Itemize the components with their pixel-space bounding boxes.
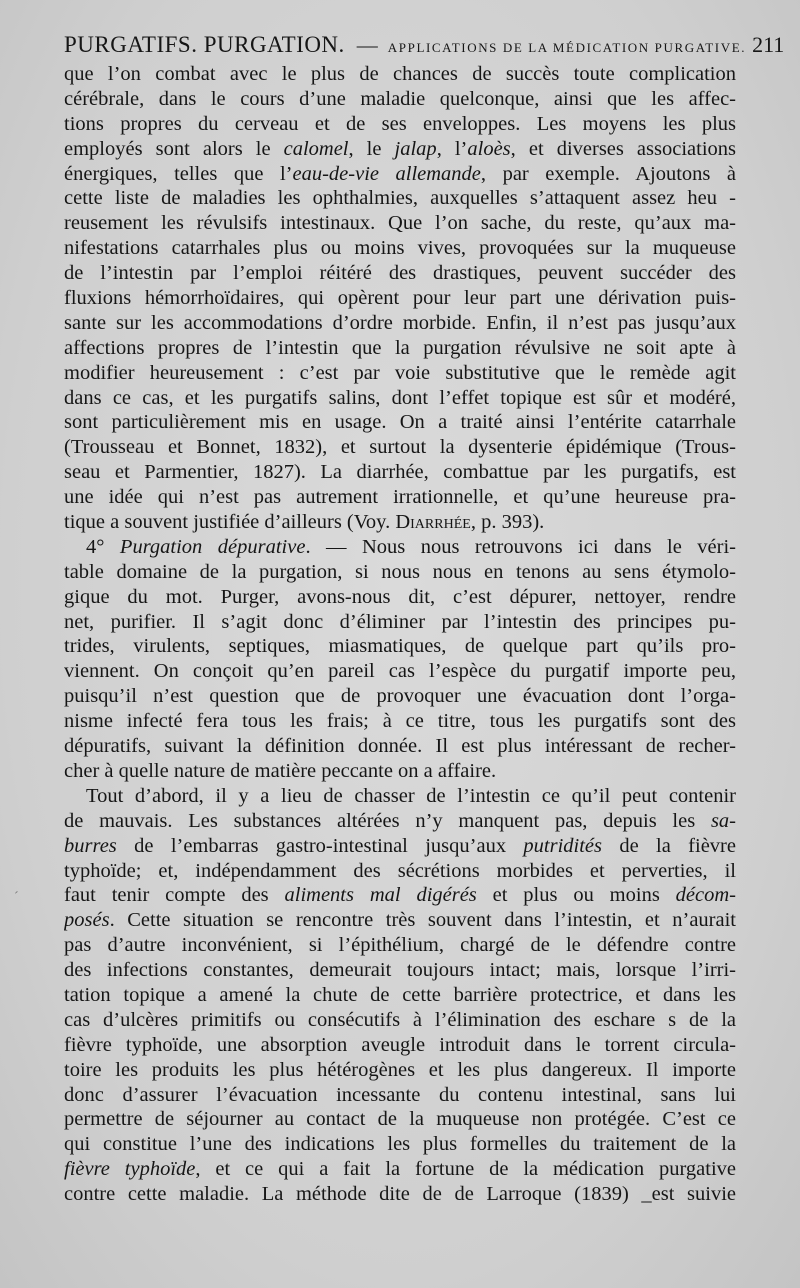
text-span: nifestations catarrhales plus ou moins vives, provoquées sur la muqueuse xyxy=(64,237,736,260)
text-span: de l’intestin par l’emploi réitéré des drastiques, peuvent succéder des xyxy=(64,262,736,285)
text-line xyxy=(64,634,736,659)
text-line xyxy=(64,1132,736,1157)
text-line xyxy=(64,112,736,137)
text-line xyxy=(64,958,736,983)
text-span: , p. 393). xyxy=(470,511,545,534)
italic-term: putridités xyxy=(523,834,603,857)
text-line xyxy=(64,286,736,311)
italic-term: Purgation dépurative xyxy=(119,535,306,558)
running-header xyxy=(64,32,785,62)
text-span: donc d’assurer l’évacuation incessante du contenu intestinal, sans lui xyxy=(64,1083,736,1106)
text-span: trides, virulents, septiques, miasmatiques, de quelque part qu’ils pro- xyxy=(64,635,736,658)
text-span: 4° xyxy=(86,535,120,558)
text-line xyxy=(64,809,736,834)
text-span: fièvre typhoïde, une absorption aveugle introduit dans le torrent circula- xyxy=(64,1033,736,1056)
page-number: 211 xyxy=(752,32,785,57)
text-span: tions propres du cerveau et de ses enveloppes. Les moyens les plus xyxy=(64,112,736,135)
text-span: tation topique a amené la chute de cette barrière protectrice, et dans les xyxy=(64,983,736,1006)
italic-term: jalap xyxy=(394,137,437,160)
text-line xyxy=(64,709,736,734)
text-line xyxy=(64,684,736,709)
text-line xyxy=(64,659,736,684)
text-span: faut tenir compte des xyxy=(64,884,285,907)
text-line xyxy=(64,1033,736,1058)
text-line xyxy=(64,460,736,485)
running-title: PURGATIFS. PURGATION. xyxy=(64,32,345,57)
italic-term: sa- xyxy=(710,809,736,832)
text-span: (Trousseau et Bonnet, 1832), et surtout la dysenterie épidémique (Trous- xyxy=(64,436,736,459)
text-span: dans ce cas, et les purgatifs salins, dont l’effet topique est sûr et modéré, xyxy=(64,386,736,409)
text-span: reusement les révulsifs intestinaux. Que l’on sache, du reste, qu’aux ma- xyxy=(64,212,736,235)
italic-term: décom- xyxy=(675,884,736,907)
header-dash: — xyxy=(356,33,378,57)
text-line xyxy=(64,485,736,510)
text-span: qui constitue l’une des indications les plus formelles du traitement de la xyxy=(64,1133,736,1156)
text-line xyxy=(64,834,736,859)
text-span: sont particulièrement mis en usage. On a traité ainsi l’entérite catarrhale xyxy=(64,411,736,434)
text-line xyxy=(64,784,736,809)
text-line xyxy=(64,386,736,411)
text-line xyxy=(64,162,736,187)
text-span: fluxions hémorrhoïdaires, qui opèrent pour leur part une dérivation puis- xyxy=(64,287,736,310)
text-line xyxy=(64,1157,736,1182)
text-span: cher à quelle nature de matière peccante on a affaire. xyxy=(64,759,497,782)
text-span: , l’ xyxy=(436,137,468,160)
text-line xyxy=(64,336,736,361)
text-span: de la fièvre xyxy=(602,834,736,857)
text-line xyxy=(64,734,736,759)
text-span: que l’on combat avec le plus de chances de succès toute complication xyxy=(64,63,736,85)
text-span: , par exemple. Ajoutons à xyxy=(480,162,736,185)
text-line xyxy=(64,435,736,460)
text-line xyxy=(64,1008,736,1033)
text-line xyxy=(64,908,736,933)
text-line xyxy=(64,933,736,958)
text-span: dépuratifs, suivant la définition donnée. Il est plus intéressant de recher- xyxy=(64,735,736,758)
text-line xyxy=(64,535,736,560)
italic-term: aliments mal digérés xyxy=(284,884,477,907)
text-span: table domaine de la purgation, si nous nous en tenons au sens étymolo- xyxy=(64,560,736,583)
italic-term: burres xyxy=(64,834,117,857)
italic-term: eau-de-vie allemande xyxy=(292,162,481,185)
text-line xyxy=(64,62,736,87)
text-line xyxy=(64,410,736,435)
text-line xyxy=(64,560,736,585)
text-line xyxy=(64,1107,736,1132)
text-line xyxy=(64,261,736,286)
text-span: des infections constantes, demeurait toujours intact; mais, lorsque l’irri- xyxy=(64,959,736,982)
text-span: gique du mot. Purger, avons-nous dit, c’est dépurer, nettoyer, rendre xyxy=(64,585,736,608)
text-span: , le xyxy=(348,137,395,160)
text-line xyxy=(64,1182,736,1207)
italic-term: calomel xyxy=(283,137,349,160)
italic-term: fièvre typhoïde xyxy=(64,1158,196,1181)
text-span: de mauvais. Les substances altérées n’y manquent pas, depuis les xyxy=(64,809,711,832)
text-line xyxy=(64,1058,736,1083)
text-line xyxy=(64,236,736,261)
text-span: typhoïde; et, indépendamment des sécrétions morbides et perverties, il xyxy=(64,859,736,882)
text-span: , et ce qui a fait la fortune de la médication purgative xyxy=(195,1158,736,1181)
text-line xyxy=(64,610,736,635)
text-span: employés sont alors le xyxy=(64,137,284,160)
text-span: une idée qui n’est pas autrement irrationnelle, et qu’une heureuse pra- xyxy=(64,486,736,509)
text-line xyxy=(64,585,736,610)
text-span: de l’embarras gastro-intestinal jusqu’aux xyxy=(116,834,524,857)
text-line xyxy=(64,1083,736,1108)
text-span: . — Nous nous retrouvons ici dans le véri- xyxy=(305,535,736,558)
text-span: pas d’autre inconvénient, si l’épithélium, chargé de le défendre contre xyxy=(64,934,736,957)
text-span: tique a souvent justifiée d’ailleurs (Voy. xyxy=(64,511,396,534)
text-span: nisme infecté fera tous les frais; à ce titre, tous les purgatifs sont des xyxy=(64,710,736,733)
text-span: modifier heureusement : c’est par voie substitutive que le remède agit xyxy=(64,361,736,384)
text-line xyxy=(64,510,736,535)
text-span: et plus ou moins xyxy=(476,884,676,907)
text-span: viennent. On conçoit qu’en pareil cas l’espèce du purgatif importe peu, xyxy=(64,660,736,683)
text-span: puisqu’il n’est question que de provoquer une évacuation dont l’orga- xyxy=(64,685,736,708)
text-span: permettre de séjourner au contact de la muqueuse non protégée. C’est ce xyxy=(64,1108,736,1131)
text-line xyxy=(64,137,736,162)
text-span: seau et Parmentier, 1827). La diarrhée, combattue par les purgatifs, est xyxy=(64,461,736,484)
text-line xyxy=(64,186,736,211)
body-text xyxy=(64,62,736,1207)
small-caps-term: Diarrhée xyxy=(395,511,471,534)
section-title: APPLICATIONS DE LA MÉDICATION PURGATIVE. xyxy=(387,40,747,55)
text-span: énergiques, telles que l’ xyxy=(64,162,293,185)
text-span: Tout d’abord, il y a lieu de chasser de l’intestin ce qu’il peut contenir xyxy=(86,784,736,807)
text-span: , et diverses associations xyxy=(510,137,736,160)
text-span: net, purifier. Il s’agit donc d’éliminer par l’intestin des principes pu- xyxy=(64,610,736,633)
text-line xyxy=(64,759,736,784)
text-span: . Cette situation se rencontre très souvent dans l’intestin, et n’aurait xyxy=(109,909,736,932)
text-line xyxy=(64,211,736,236)
text-span: cérébrale, dans le cours d’une maladie quelconque, ainsi que les affec- xyxy=(64,87,736,110)
text-span: cette liste de maladies les ophthalmies, auxquelles s’attaquent assez heu - xyxy=(64,187,736,210)
text-span: affections propres de l’intestin que la purgation révulsive ne soit apte à xyxy=(64,336,736,359)
text-line xyxy=(64,859,736,884)
text-line xyxy=(64,87,736,112)
text-line xyxy=(64,883,736,908)
text-span: toire les produits les plus hétérogènes et les plus dangereux. Il importe xyxy=(64,1058,736,1081)
italic-term: aloès xyxy=(467,137,511,160)
text-span: cas d’ulcères primitifs ou consécutifs à l’élimination des eschare s de la xyxy=(64,1008,736,1031)
margin-mark: ´ xyxy=(14,890,19,905)
italic-term: posés xyxy=(64,909,110,932)
text-span: contre cette maladie. La méthode dite de de Larroque (1839) _est suivie xyxy=(64,1183,736,1206)
text-span: sante sur les accommodations d’ordre morbide. Enfin, il n’est pas jusqu’aux xyxy=(64,311,736,334)
text-line xyxy=(64,361,736,386)
text-line xyxy=(64,311,736,336)
text-line xyxy=(64,983,736,1008)
